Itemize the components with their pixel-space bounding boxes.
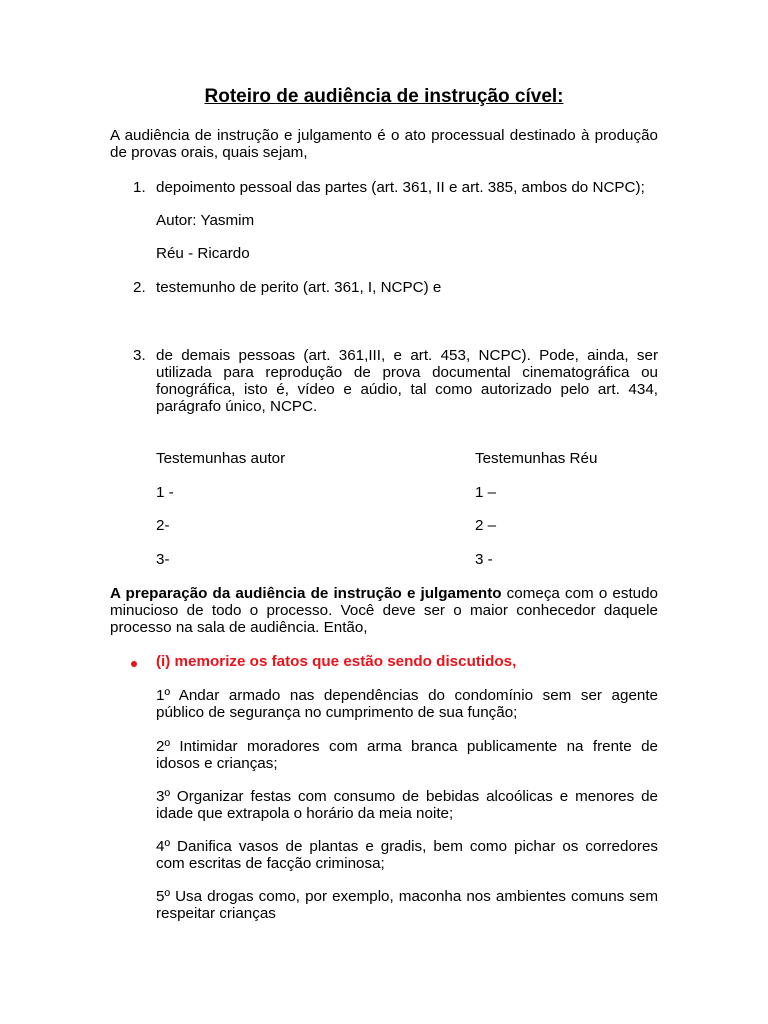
fact-3: 3º Organizar festas com consumo de bebidas alcoólicas e menores de idade que extrapola o horário da meia noite; <box>156 788 658 822</box>
page-title: Roteiro de audiência de instrução cível: <box>204 86 564 107</box>
witnesses-autor-header: Testemunhas autor <box>156 450 286 467</box>
preparation-bold-text: A preparação da audiência de instrução e julgamento <box>110 585 502 602</box>
list-item-1: depoimento pessoal das partes (art. 361, II e art. 385, ambos do NCPC); <box>156 179 645 196</box>
witness-autor-2: 2- <box>156 517 170 534</box>
list-item-2: testemunho de perito (art. 361, I, NCPC) e <box>156 279 442 296</box>
party-reu: Réu - Ricardo <box>156 245 250 262</box>
list-number-1: 1. <box>133 179 146 196</box>
fact-1: 1º Andar armado nas dependências do condomínio sem ser agente público de segurança no cumprimento de sua função; <box>156 687 658 721</box>
preparation-rest-text: começa com o estudo minucioso de todo o processo. Você deve ser o maior conhecedor daquele processo na sala de audiência. Então, <box>110 585 659 636</box>
party-autor: Autor: Yasmim <box>156 212 255 229</box>
fact-2: 2º Intimidar moradores com arma branca publicamente na frente de idosos e crianças; <box>156 738 658 772</box>
fact-4: 4º Danifica vasos de plantas e gradis, bem como pichar os corredores com escritas de facção criminosa; <box>156 838 658 872</box>
list-item-3: de demais pessoas (art. 361,III, e art. 453, NCPC). Pode, ainda, ser utilizada para reprodução de prova documental cinematográfica ou fonográfica, isto é, vídeo e aúdio, tal como autorizado pelo art. 434, parágrafo único, NCPC. <box>156 347 658 415</box>
list-number-3: 3. <box>133 347 146 364</box>
preparation-paragraph <box>110 585 658 636</box>
witnesses-reu-header: Testemunhas Réu <box>475 450 598 467</box>
bullet-heading: (i) memorize os fatos que estão sendo discutidos, <box>156 653 517 670</box>
witness-autor-1: 1 - <box>156 484 174 501</box>
list-number-2: 2. <box>133 279 146 296</box>
intro-paragraph: A audiência de instrução e julgamento é o ato processual destinado à produção de provas orais, quais sejam, <box>110 127 658 161</box>
witness-reu-1: 1 – <box>475 484 497 501</box>
witness-autor-3: 3- <box>156 551 170 568</box>
witness-reu-3: 3 - <box>475 551 493 568</box>
bullet-dot-icon <box>131 661 137 667</box>
witness-reu-2: 2 – <box>475 517 497 534</box>
fact-5: 5º Usa drogas como, por exemplo, maconha nos ambientes comuns sem respeitar crianças <box>156 888 658 922</box>
